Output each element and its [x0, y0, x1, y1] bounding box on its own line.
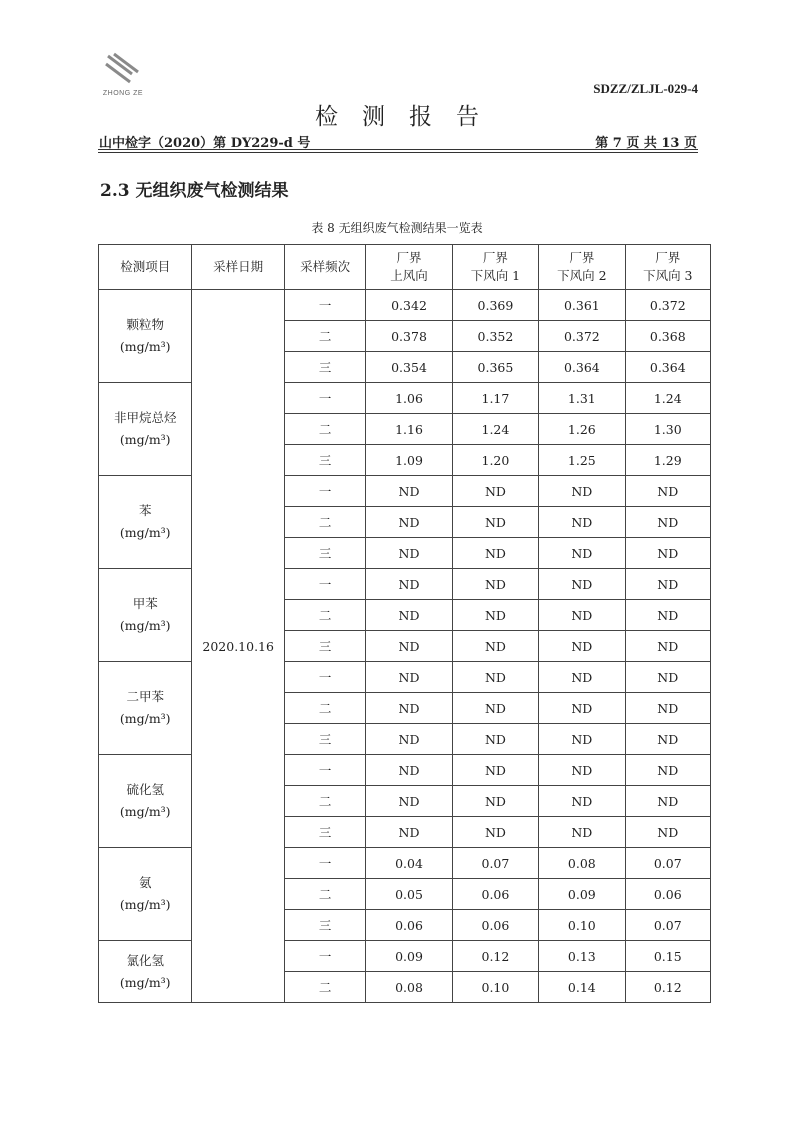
- logo-stripes-icon: [104, 52, 144, 88]
- frequency-cell: 一: [284, 755, 365, 786]
- header-frequency: 采样频次: [284, 245, 365, 290]
- value-cell: 1.24: [625, 383, 710, 414]
- frequency-cell: 二: [284, 972, 365, 1003]
- frequency-cell: 三: [284, 910, 365, 941]
- value-cell: ND: [366, 569, 452, 600]
- item-name: 氨: [138, 875, 152, 890]
- item-cell: [99, 290, 192, 383]
- table-row: [99, 290, 711, 321]
- header-rule: [98, 149, 698, 150]
- value-cell: ND: [625, 569, 710, 600]
- table-body: [99, 290, 711, 1003]
- value-cell: ND: [452, 476, 538, 507]
- value-cell: ND: [452, 817, 538, 848]
- table-row: [99, 662, 711, 693]
- value-cell: 1.06: [366, 383, 452, 414]
- frequency-cell: 一: [284, 476, 365, 507]
- value-cell: 0.368: [625, 321, 710, 352]
- value-cell: 1.09: [366, 445, 452, 476]
- table-row: [99, 476, 711, 507]
- value-cell: ND: [452, 631, 538, 662]
- page-title: 检测报告: [315, 104, 503, 130]
- value-cell: ND: [539, 693, 625, 724]
- item-cell: [99, 662, 192, 755]
- frequency-cell: 二: [284, 600, 365, 631]
- value-cell: 0.372: [625, 290, 710, 321]
- table-row: [99, 569, 711, 600]
- frequency-cell: 三: [284, 352, 365, 383]
- value-cell: 0.06: [366, 910, 452, 941]
- item-name: 甲苯: [132, 596, 158, 611]
- value-cell: ND: [539, 600, 625, 631]
- item-cell: [99, 941, 192, 1003]
- value-cell: ND: [452, 538, 538, 569]
- value-cell: ND: [539, 538, 625, 569]
- report-number: 山中检字（2020）第 DY229-d 号: [99, 136, 311, 151]
- item-name: 非甲烷总烃: [113, 410, 177, 425]
- item-cell: [99, 569, 192, 662]
- frequency-cell: 一: [284, 569, 365, 600]
- item-name: 二甲苯: [126, 689, 164, 704]
- value-cell: ND: [452, 569, 538, 600]
- value-cell: 0.08: [539, 848, 625, 879]
- value-cell: 0.15: [625, 941, 710, 972]
- value-cell: ND: [625, 817, 710, 848]
- value-cell: 1.17: [452, 383, 538, 414]
- value-cell: ND: [366, 507, 452, 538]
- value-cell: ND: [452, 724, 538, 755]
- value-cell: 1.20: [452, 445, 538, 476]
- table-row: [99, 848, 711, 879]
- header-downwind-2: 厂界 下风向 2: [539, 245, 625, 290]
- item-unit: (mg/m³): [119, 618, 171, 633]
- item-name: 硫化氢: [126, 782, 164, 797]
- value-cell: 1.25: [539, 445, 625, 476]
- value-cell: 0.14: [539, 972, 625, 1003]
- value-cell: 1.26: [539, 414, 625, 445]
- frequency-cell: 二: [284, 693, 365, 724]
- frequency-cell: 二: [284, 879, 365, 910]
- item-name: 颗粒物: [126, 317, 164, 332]
- value-cell: 0.364: [539, 352, 625, 383]
- value-cell: 0.13: [539, 941, 625, 972]
- section-heading: 2.3 无组织废气检测结果: [100, 181, 289, 201]
- value-cell: ND: [366, 538, 452, 569]
- value-cell: 0.06: [452, 910, 538, 941]
- header-rule-thin: [98, 152, 698, 153]
- value-cell: 0.369: [452, 290, 538, 321]
- value-cell: 0.342: [366, 290, 452, 321]
- value-cell: 0.12: [452, 941, 538, 972]
- value-cell: ND: [366, 631, 452, 662]
- value-cell: 0.12: [625, 972, 710, 1003]
- item-unit: (mg/m³): [119, 339, 171, 354]
- value-cell: ND: [452, 693, 538, 724]
- value-cell: 0.10: [539, 910, 625, 941]
- header-downwind-1: 厂界 下风向 1: [452, 245, 538, 290]
- value-cell: 0.361: [539, 290, 625, 321]
- value-cell: ND: [539, 662, 625, 693]
- item-cell: [99, 383, 192, 476]
- value-cell: ND: [625, 600, 710, 631]
- value-cell: 1.31: [539, 383, 625, 414]
- item-unit: (mg/m³): [119, 432, 171, 447]
- table-row: [99, 941, 711, 972]
- value-cell: 0.06: [625, 879, 710, 910]
- frequency-cell: 一: [284, 941, 365, 972]
- frequency-cell: 三: [284, 631, 365, 662]
- value-cell: ND: [625, 755, 710, 786]
- value-cell: ND: [539, 755, 625, 786]
- value-cell: ND: [625, 786, 710, 817]
- frequency-cell: 一: [284, 290, 365, 321]
- table-caption: 表 8 无组织废气检测结果一览表: [311, 221, 483, 235]
- value-cell: ND: [366, 662, 452, 693]
- value-cell: ND: [366, 724, 452, 755]
- table-row: [99, 383, 711, 414]
- value-cell: 1.16: [366, 414, 452, 445]
- item-name: 氯化氢: [126, 952, 164, 968]
- value-cell: ND: [452, 786, 538, 817]
- sampling-date-cell: 2020.10.16: [192, 290, 284, 1003]
- item-unit: (mg/m³): [119, 711, 171, 726]
- frequency-cell: 三: [284, 724, 365, 755]
- item-unit: (mg/m³): [119, 897, 171, 912]
- value-cell: 0.08: [366, 972, 452, 1003]
- value-cell: ND: [625, 476, 710, 507]
- value-cell: ND: [625, 693, 710, 724]
- logo-text: ZHONG ZE: [102, 90, 144, 97]
- item-unit: (mg/m³): [119, 525, 171, 540]
- value-cell: ND: [539, 507, 625, 538]
- value-cell: 0.09: [539, 879, 625, 910]
- value-cell: 0.06: [452, 879, 538, 910]
- value-cell: ND: [625, 538, 710, 569]
- value-cell: ND: [539, 631, 625, 662]
- value-cell: ND: [452, 507, 538, 538]
- value-cell: ND: [625, 507, 710, 538]
- value-cell: 0.07: [625, 910, 710, 941]
- value-cell: ND: [539, 786, 625, 817]
- value-cell: ND: [366, 600, 452, 631]
- item-unit: (mg/m³): [119, 974, 171, 990]
- value-cell: ND: [625, 631, 710, 662]
- item-cell: [99, 755, 192, 848]
- frequency-cell: 二: [284, 321, 365, 352]
- value-cell: ND: [625, 662, 710, 693]
- frequency-cell: 三: [284, 445, 365, 476]
- value-cell: 0.372: [539, 321, 625, 352]
- value-cell: ND: [452, 755, 538, 786]
- frequency-cell: 一: [284, 848, 365, 879]
- value-cell: 0.378: [366, 321, 452, 352]
- frequency-cell: 二: [284, 414, 365, 445]
- value-cell: ND: [625, 724, 710, 755]
- frequency-cell: 三: [284, 538, 365, 569]
- value-cell: 0.05: [366, 879, 452, 910]
- value-cell: ND: [366, 786, 452, 817]
- value-cell: 0.352: [452, 321, 538, 352]
- header-item: 检测项目: [99, 245, 192, 290]
- header-upwind: 厂界 上风向: [366, 245, 452, 290]
- value-cell: 1.30: [625, 414, 710, 445]
- frequency-cell: 二: [284, 507, 365, 538]
- page-number: 第 7 页 共 13 页: [595, 136, 697, 151]
- value-cell: ND: [539, 724, 625, 755]
- item-cell: [99, 476, 192, 569]
- value-cell: ND: [366, 755, 452, 786]
- results-table: [98, 244, 711, 1003]
- value-cell: 0.07: [452, 848, 538, 879]
- value-cell: ND: [366, 693, 452, 724]
- value-cell: 0.365: [452, 352, 538, 383]
- value-cell: ND: [366, 817, 452, 848]
- value-cell: ND: [452, 662, 538, 693]
- value-cell: ND: [539, 817, 625, 848]
- document-code: SDZZ/ZLJL-029-4: [593, 81, 698, 96]
- frequency-cell: 一: [284, 662, 365, 693]
- item-unit: (mg/m³): [119, 804, 171, 819]
- frequency-cell: 二: [284, 786, 365, 817]
- value-cell: ND: [539, 476, 625, 507]
- value-cell: ND: [539, 569, 625, 600]
- company-logo: [96, 52, 156, 100]
- value-cell: ND: [452, 600, 538, 631]
- value-cell: 1.24: [452, 414, 538, 445]
- item-name: 苯: [138, 503, 152, 518]
- frequency-cell: 三: [284, 817, 365, 848]
- value-cell: ND: [366, 476, 452, 507]
- value-cell: 0.04: [366, 848, 452, 879]
- value-cell: 0.09: [366, 941, 452, 972]
- frequency-cell: 一: [284, 383, 365, 414]
- value-cell: 0.07: [625, 848, 710, 879]
- value-cell: 0.354: [366, 352, 452, 383]
- table-header-row: [99, 245, 711, 290]
- table-row: [99, 755, 711, 786]
- item-cell: [99, 848, 192, 941]
- header-downwind-3: 厂界 下风向 3: [625, 245, 710, 290]
- header-date: 采样日期: [192, 245, 284, 290]
- value-cell: 0.10: [452, 972, 538, 1003]
- value-cell: 1.29: [625, 445, 710, 476]
- value-cell: 0.364: [625, 352, 710, 383]
